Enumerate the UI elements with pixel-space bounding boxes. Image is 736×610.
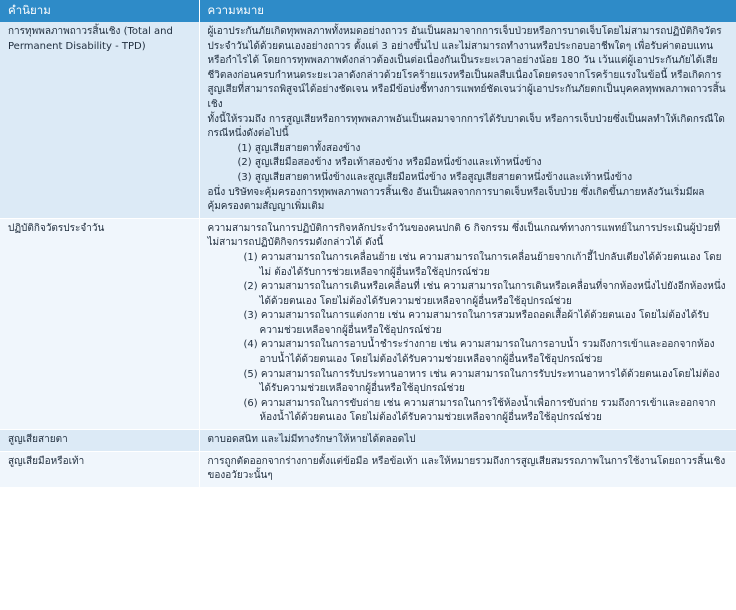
meaning-cell bbox=[199, 218, 736, 429]
table-header-row bbox=[0, 0, 736, 22]
list-item: (2) ความสามารถในการเดินหรือเคลื่อนที่ เช่น ความสามารถในการเดินหรือเคลื่อนที่จากห้องหนึ่งไปยังอีกห้องหนึ่งได้ด้วยตนเอง โดยไม่ต้องได้รับความช่วยเหลือจากผู้อื่นหรือใช้อุปกรณ์ช่วย bbox=[243, 281, 726, 307]
term-cell: สูญเสียมือหรือเท้า bbox=[0, 451, 199, 487]
definition-closing: อนึ่ง บริษัทจะคุ้มครองการทุพพลภาพถาวรสิ้นเชิง อันเป็นผลจากการบาดเจ็บหรือเจ็บป่วย ซึ่งเกิดขึ้นภายหลังวันเริ่มมีผลคุ้มครองตามสัญญาเพิ่มเติม bbox=[207, 186, 705, 213]
header-meaning: ความหมาย bbox=[199, 0, 736, 22]
list-item: (4) ความสามารถในการอาบน้ำชำระร่างกาย เช่น ความสามารถในการอาบน้ำ รวมถึงการเข้าและออกจากห้องอาบน้ำได้ด้วยตนเอง โดยไม่ต้องได้รับความช่วยเหลือจากผู้อื่นหรือใช้อุปกรณ์ช่วย bbox=[243, 339, 715, 366]
meaning-cell bbox=[199, 22, 736, 218]
table-row-tpd bbox=[0, 22, 736, 218]
list-item: (6) ความสามารถในการขับถ่าย เช่น ความสามารถในการใช้ห้องน้ำเพื่อการขับถ่าย รวมถึงการเข้าและออกจากห้องน้ำได้ด้วยตนเอง โดยไม่ต้องได้รับความช่วยเหลือจากผู้อื่นหรือใช้อุปกรณ์ช่วย bbox=[243, 397, 716, 424]
table-row-adl bbox=[0, 218, 736, 429]
definition-intro: ความสามารถในการปฏิบัติการกิจหลักประจำวันของคนปกติ 6 กิจกรรม ซึ่งเป็นเกณฑ์ทางการแพทย์ในการประเมินผู้ป่วยที่ไม่สามารถปฏิบัติกิจกรรมดังกล่าวได้ ดังนี้ bbox=[207, 222, 721, 249]
list-item: (1) ความสามารถในการเคลื่อนย้าย เช่น ความสามารถในการเคลื่อนย้ายจากเก้าอี้ไปกลับเตียงได้ด้วยตนเอง โดยไม่ ต้องได้รับการช่วยเหลือจากผู้อื่นหรือใช้อุปกรณ์ช่วย bbox=[243, 251, 722, 278]
list-item: (1) สูญเสียสายตาทั้งสองข้าง bbox=[237, 142, 361, 154]
list-item: (2) สูญเสียมือสองข้าง หรือเท้าสองข้าง หรือมือหนึ่งข้างและเท้าหนึ่งข้าง bbox=[237, 157, 542, 169]
list-item: (3) สูญเสียสายตาหนึ่งข้างและสูญเสียมือหนึ่งข้าง หรือสูญเสียสายตาหนึ่งข้างและเท้าหนึ่งข้าง bbox=[237, 171, 633, 183]
meaning-cell: การถูกตัดออกจากร่างกายตั้งแต่ข้อมือ หรือข้อเท้า และให้หมายรวมถึงการสูญเสียสมรรถภาพในการใช้งานโดยถาวรสิ้นเชิงของอวัยวะนั้นๆ bbox=[199, 451, 736, 487]
meaning-cell: ตาบอดสนิท และไม่มีทางรักษาให้หายได้ตลอดไป bbox=[199, 430, 736, 452]
table-row-sight-loss bbox=[0, 430, 736, 452]
list-item: (5) ความสามารถในการรับประทานอาหาร เช่น ความสามารถในการรับประทานอาหารได้ด้วยตนเองโดยไม่ต้องได้รับความช่วยเหลือจากผู้อื่นหรือใช้อุปกรณ์ช่วย bbox=[243, 368, 720, 395]
table-row-limb-loss bbox=[0, 451, 736, 487]
term-cell: สูญเสียสายตา bbox=[0, 430, 199, 452]
header-term: คำนิยาม bbox=[0, 0, 199, 22]
term-cell: การทุพพลภาพถาวรสิ้นเชิง (Total and Permanent Disability - TPD) bbox=[0, 22, 199, 218]
definition-paragraph: ทั้งนี้ให้รวมถึง การสูญเสียหรือการทุพพลภาพอันเป็นผลมาจากการได้รับบาดเจ็บ หรือการเจ็บป่วยซึ่งเป็นผลทำให้เกิดกรณีใดกรณีหนึ่งดังต่อไปนี้ bbox=[207, 113, 725, 140]
term-cell: ปฏิบัติกิจวัตรประจำวัน bbox=[0, 218, 199, 429]
list-item: (3) ความสามารถในการแต่งกาย เช่น ความสามารถในการสวมหรือถอดเสื้อผ้าได้ด้วยตนเอง โดยไม่ต้องได้รับความช่วยเหลือจากผู้อื่นหรือใช้อุปกรณ์ช่วย bbox=[243, 310, 709, 336]
definition-paragraph: ผู้เอาประกันภัยเกิดทุพพลภาพทั้งหมดอย่างถาวร อันเป็นผลมาจากการเจ็บป่วยหรือการบาดเจ็บโดยไม่สามารถปฏิบัติกิจวัตรประจำวันได้ด้วยตนเองอย่างถาวร ตั้งแต่ 3 อย่างขึ้นไป และไม่สามารถทำงานหรือประกอบอาชีพใดๆ เพื่อรับค่าตอบแทนหรือกำไรได้ โดยการทุพพลภาพดังกล่าวต้องเป็นต่อเนื่องกันเป็นระยะเวลาอย่างน้อย 180 วัน เว้นแต่ผู้เอาประกันภัยได้เสียชีวิตลงก่อนครบกำหนดระยะเวลาดังกล่าวด้วยโรคร้ายแรงหรือเป็นผลสืบเนื่องโดยตรงจากโรคร้ายแรงในข้อนี้ หรือเกิดการสูญเสียที่สามารถพิสูจน์ได้อย่างชัดเจน หรือมีข้อบ่งชี้ทางการแพทย์ชัดเจนว่าผู้เอาประกันภัยตกเป็นบุคคลทุพพลภาพถาวรสิ้นเชิง bbox=[207, 26, 726, 110]
